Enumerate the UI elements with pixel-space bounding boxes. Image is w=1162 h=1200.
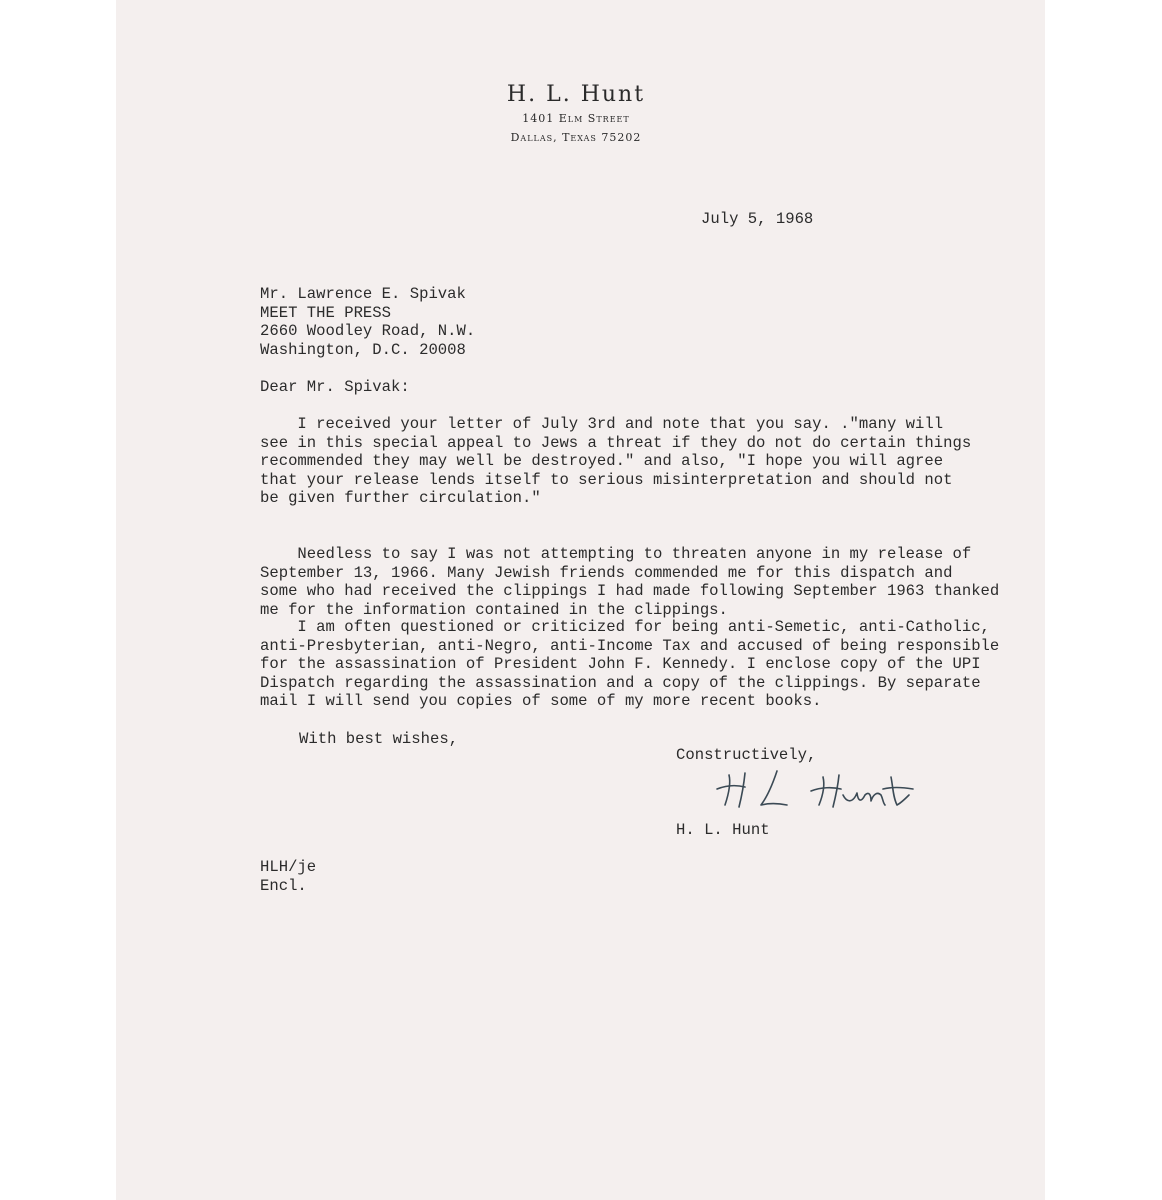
closing: Constructively, xyxy=(676,746,817,764)
body-paragraph-2: Needless to say I was not attempting to threaten anyone in my release of September 13, 1966. Many Jewish friends commended me for this dispatch and some who had received the clippings I had made following September 1963 thanked me for the information contained in the clippings. xyxy=(260,545,1000,619)
letterhead-street: 1401 Elm Street xyxy=(522,112,630,125)
enclosure-note: Encl. xyxy=(260,876,307,895)
letter-date: July 5, 1968 xyxy=(701,210,814,228)
body-paragraph-1: I received your letter of July 3rd and note that you say. ."many will see in this special appeal to Jews a threat if they do not do certain things recommended they may well be destroyed." and also, "I hope you will agree that your release lends itself to serious misinterpretation and should not be given further circulation." xyxy=(260,415,972,508)
recipient-city: Washington, D.C. 20008 xyxy=(260,340,466,359)
body-paragraph-3: I am often questioned or criticized for being anti-Semetic, anti-Catholic, anti-Presbyterian, anti-Negro, anti-Income Tax and accused of being responsible for the assassination of President John F. Kennedy. I enclose copy of the UPI Dispatch regarding the assassination and a copy of the clippings. By separate mail I will send you copies of some of my more recent books. xyxy=(260,618,1000,711)
recipient-street: 2660 Woodley Road, N.W. xyxy=(260,322,476,341)
recipient-address xyxy=(260,285,475,359)
recipient-organization: MEET THE PRESS xyxy=(260,303,392,322)
recipient-name: Mr. Lawrence E. Spivak xyxy=(260,285,466,303)
reference-initials: HLH/je xyxy=(260,858,317,876)
signer-name: H. L. Hunt xyxy=(676,821,770,839)
letterhead-city: Dallas, Texas 75202 xyxy=(510,131,642,144)
best-wishes: With best wishes, xyxy=(299,730,459,748)
salutation: Dear Mr. Spivak: xyxy=(260,378,410,396)
handwritten-signature xyxy=(715,765,945,813)
letterhead-name: H. L. Hunt xyxy=(506,82,646,107)
reference-block xyxy=(260,858,316,895)
